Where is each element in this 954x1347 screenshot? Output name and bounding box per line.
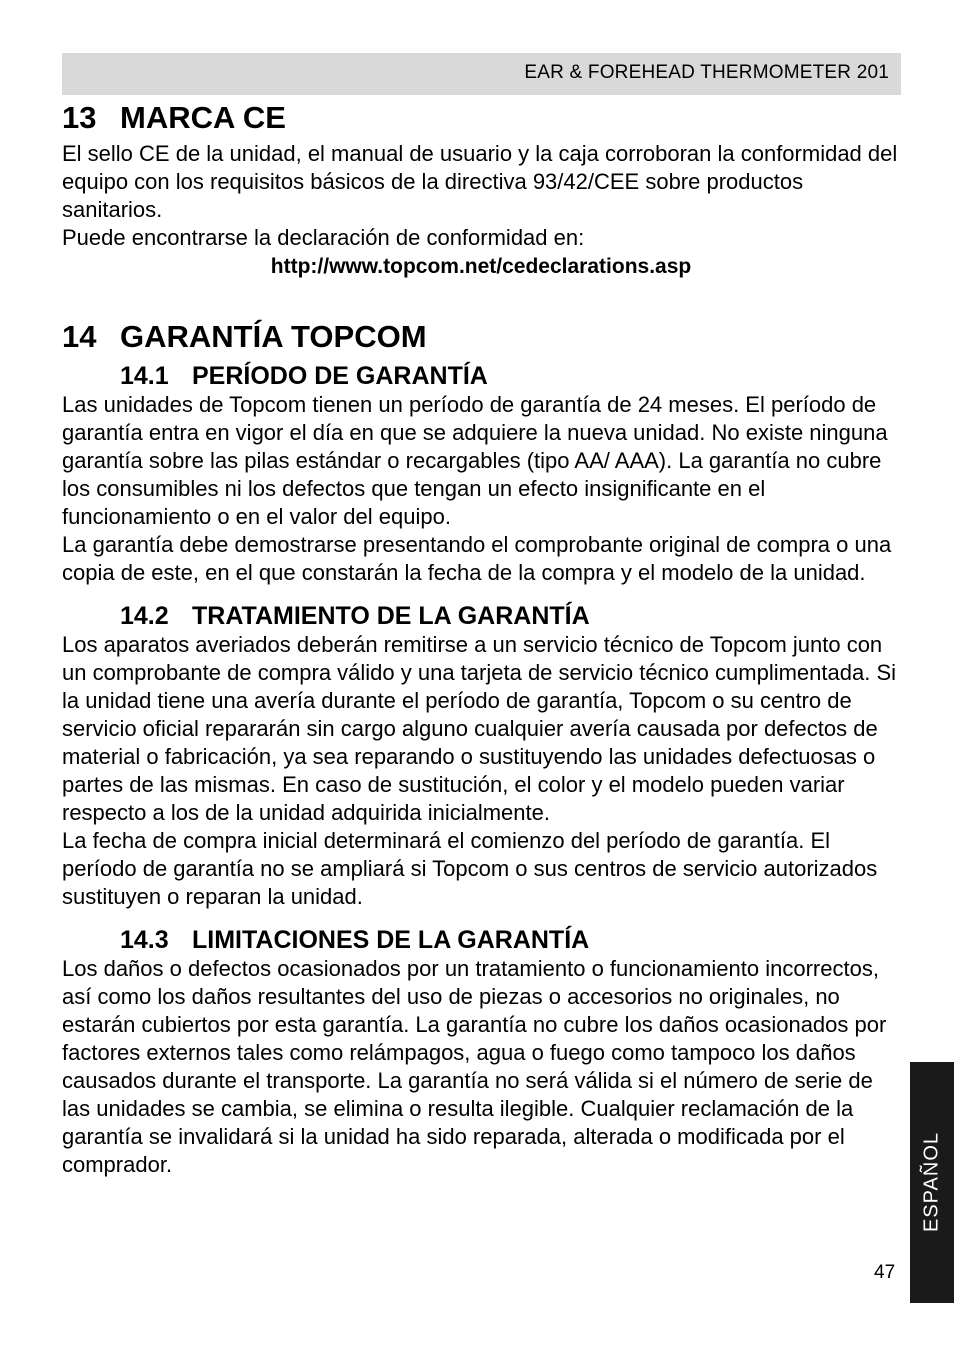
section-warranty xyxy=(62,315,900,1179)
subsection-heading xyxy=(62,925,900,955)
subsection-number: 14.1 xyxy=(120,362,169,390)
subsection-title: PERÍODO DE GARANTÍA xyxy=(192,362,488,390)
language-tab-label: ESPAÑOL xyxy=(920,1132,943,1232)
paragraph: El sello CE de la unidad, el manual de usuario y la caja corroboran la conformidad del equipo con los requisitos básicos de la directiva 93/42/CEE sobre productos sanitarios. xyxy=(62,141,898,222)
subsection-number: 14.3 xyxy=(120,926,169,954)
paragraph: La fecha de compra inicial determinará el comienzo del período de garantía. El período de garantía no se ampliará si Topcom o sus centros de servicio autorizados sustituyen o reparan la unidad. xyxy=(62,828,878,909)
section-title: MARCA CE xyxy=(120,100,286,135)
paragraph: Las unidades de Topcom tienen un período de garantía de 24 meses. El período de garantía entra en vigor el día en que se adquiere la nueva unidad. No existe ninguna garantía sobre las pilas estándar o recargables (tipo AA/ AAA). La garantía no cubre los consumibles ni los defectos que tengan un efecto insignificante en el funcionamiento o en el valor del equipo. xyxy=(62,392,888,529)
section-title: GARANTÍA TOPCOM xyxy=(120,319,427,354)
section-number: 13 xyxy=(62,100,97,135)
page-content xyxy=(62,96,900,1179)
subsection-number: 14.2 xyxy=(120,602,169,630)
subsection-title: LIMITACIONES DE LA GARANTÍA xyxy=(192,926,590,954)
page-number: 47 xyxy=(874,1262,896,1283)
language-tab xyxy=(910,1062,954,1303)
paragraph: Puede encontrarse la declaración de conformidad en: xyxy=(62,225,585,250)
header-title: EAR & FOREHEAD THERMOMETER 201 xyxy=(524,62,889,83)
section-ce-mark xyxy=(62,96,900,282)
subsection-heading xyxy=(62,361,900,391)
section-number: 14 xyxy=(62,319,97,354)
paragraph: Los daños o defectos ocasionados por un tratamiento o funcionamiento incorrectos, así como los daños resultantes del uso de piezas o accesorios no originales, no estarán cubiertos por esta garantía. La garantía no cubre los daños ocasionados por factores externos tales como relámpagos, agua o fuego como tampoco los daños causados durante el transporte. La garantía no será válida si el número de serie de las unidades se cambia, se elimina o resulta ilegible. Cualquier reclamación de la garantía se invalidará si la unidad ha sido reparada, alterada o modificada por el comprador. xyxy=(62,956,887,1177)
section-heading xyxy=(62,96,900,140)
page-header xyxy=(62,53,901,95)
paragraph: La garantía debe demostrarse presentando el comprobante original de compra o una copia de este, en el que constarán la fecha de la compra y el modelo de la unidad. xyxy=(62,532,892,585)
paragraph: Los aparatos averiados deberán remitirse a un servicio técnico de Topcom junto con un comprobante de compra válido y una tarjeta de servicio técnico cumplimentada. Si la unidad tiene una avería durante el período de garantía, Topcom o su centro de servicio oficial repararán sin cargo alguno cualquier avería causada por defectos de material o fabricación, ya sea reparando o sustituyendo las unidades defectuosas o partes de las mismas. En caso de sustitución, el color y el modelo pueden variar respecto a los de la unidad adquirida inicialmente. xyxy=(62,632,897,825)
section-heading xyxy=(62,315,900,359)
subsection-title: TRATAMIENTO DE LA GARANTÍA xyxy=(192,602,590,630)
subsection-heading xyxy=(62,601,900,631)
declaration-url: http://www.topcom.net/cedeclarations.asp xyxy=(270,255,692,278)
